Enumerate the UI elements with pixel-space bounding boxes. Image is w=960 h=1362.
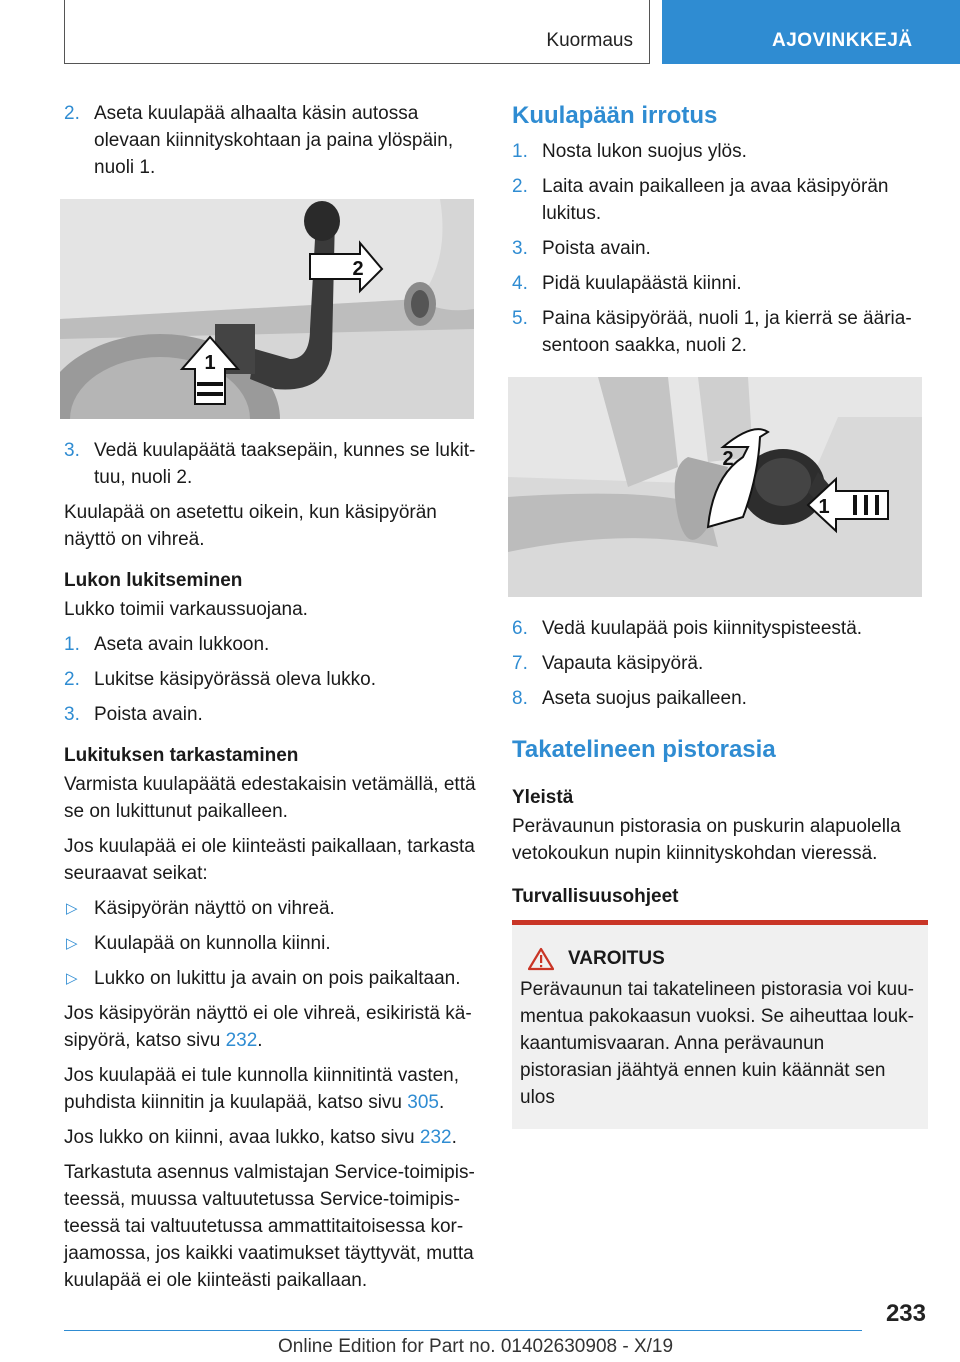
section-title: Kuormaus [546, 30, 633, 51]
paragraph-text: Jos käsipyörän näyttö ei ole vihreä, esikiristä käsipyörä, katso sivu [64, 1003, 472, 1051]
paragraph: Varmista kuulapäätä edestakaisin vetämällä, että se on lukittunut paikalleen. [64, 774, 476, 822]
step-text: Vedä kuulapäätä taaksepäin, kunnes se lukittuu, nuoli 2. [94, 440, 476, 488]
step-text: Aseta kuulapää alhaalta käsin autossa olevaan kiinnityskohtaan ja paina ylöspäin, nuoli 1. [94, 103, 454, 178]
arrow-1-label: 1 [204, 352, 216, 374]
step-number: 1. [512, 141, 528, 162]
step-number: 7. [512, 653, 528, 674]
paragraph-text: Jos lukko on kiinni, avaa lukko, katso sivu [64, 1127, 420, 1148]
chapter-tab [662, 0, 960, 64]
bullet-text: Lukko on lukittu ja avain on pois paikaltaan. [94, 968, 461, 989]
step-number: 1. [64, 634, 80, 655]
right-column [512, 100, 928, 1129]
paragraph-end: . [438, 1092, 445, 1113]
step-number: 2. [512, 176, 528, 197]
step-text: Aseta avain lukkoon. [94, 634, 270, 655]
warning-box [512, 920, 928, 1129]
section-heading: Takatelineen pistorasia [512, 736, 776, 763]
bullet-text: Kuulapää on kunnolla kiinni. [94, 933, 331, 954]
triangle-bullet-icon: ▷ [66, 970, 78, 987]
warning-title: VAROITUS [568, 948, 665, 969]
step-item [64, 437, 478, 491]
step-item [512, 235, 928, 262]
step-text: Nosta lukon suojus ylös. [542, 141, 747, 162]
step-item [512, 305, 928, 359]
warning-text: Perävaunun tai takatelineen pistorasia voi kuumentua pakokaasun vuoksi. Se aiheuttaa loukkaantumisvaaran. Anna perävaunun pistorasian jäähtyä ennen kuin käännät sen ulos [520, 979, 914, 1108]
triangle-bullet-icon: ▷ [66, 935, 78, 952]
step-number: 5. [512, 308, 528, 329]
arrow-2-label: 2 [722, 448, 734, 470]
step-item [512, 615, 928, 642]
tow-hook-removal-image [508, 377, 922, 597]
paragraph-text: Jos kuulapää ei tule kunnolla kiinnitintä vasten, puhdista kiinnitin ja kuulapää, katso sivu [64, 1065, 460, 1113]
warning-triangle-icon [528, 947, 554, 971]
bullet-item [64, 895, 478, 922]
warning-title-row [520, 945, 916, 972]
triangle-bullet-icon: ▷ [66, 900, 78, 917]
footer-divider [64, 1330, 862, 1331]
bullet-item [64, 930, 478, 957]
paragraph-end: . [257, 1030, 263, 1051]
paragraph: Jos kuulapää ei ole kiinteästi paikallaan, tarkasta seuraavat seikat: [64, 836, 475, 884]
step-text: Vedä kuulapää pois kiinnityspisteestä. [542, 618, 863, 639]
left-column [64, 100, 478, 1302]
header-section-box [64, 0, 650, 64]
step-number: 2. [64, 103, 80, 124]
step-number: 3. [64, 704, 80, 725]
page-number: 233 [885, 1300, 926, 1327]
paragraph [64, 1062, 478, 1116]
step-item [64, 701, 478, 728]
step-text: Pidä kuulapäästä kiinni. [542, 273, 742, 294]
step-item [64, 666, 478, 693]
step-text: Poista avain. [94, 704, 203, 725]
step-item [64, 100, 478, 181]
tow-hook-install-image [60, 199, 474, 419]
bullet-text: Käsipyörän näyttö on vihreä. [94, 898, 335, 919]
arrow-1-label: 1 [818, 496, 830, 518]
paragraph [64, 1124, 478, 1151]
step-text: Vapauta käsipyörä. [542, 653, 704, 674]
subheading-check: Lukituksen tarkastaminen [64, 745, 299, 766]
step-number: 6. [512, 618, 528, 639]
step-number: 8. [512, 688, 528, 709]
step-number: 3. [512, 238, 528, 259]
bullet-item [64, 965, 478, 992]
step-item [512, 270, 928, 297]
step-text: Lukitse käsipyörässä oleva lukko. [94, 669, 376, 690]
paragraph-end: . [451, 1127, 457, 1148]
subheading-lock: Lukon lukitseminen [64, 570, 243, 591]
step-text: Laita avain paikalleen ja avaa käsipyörän lukitus. [542, 176, 889, 224]
section-heading: Kuulapään irrotus [512, 102, 718, 129]
subheading-safety: Turvallisuusohjeet [512, 886, 679, 907]
footer-edition: Online Edition for Part no. 01402630908 - X/19 [278, 1336, 674, 1357]
page-link[interactable]: 232 [419, 1127, 452, 1148]
subheading-general: Yleistä [512, 787, 574, 808]
arrow-2-label: 2 [352, 258, 364, 280]
paragraph: Kuulapää on asetettu oikein, kun käsipyörän näyttö on vihreä. [64, 502, 437, 550]
step-item [512, 685, 928, 712]
paragraph: Lukko toimii varkaussuojana. [64, 599, 308, 620]
paragraph: Perävaunun pistorasia on puskurin alapuolella vetokoukun nupin kiinnityskohdan vieressä. [512, 816, 901, 864]
paragraph [64, 1000, 478, 1054]
step-item [512, 650, 928, 677]
step-item [512, 138, 928, 165]
step-number: 2. [64, 669, 80, 690]
step-text: Poista avain. [542, 238, 651, 259]
step-text: Aseta suojus paikalleen. [542, 688, 747, 709]
step-number: 3. [64, 440, 80, 461]
step-item [64, 631, 478, 658]
chapter-title: AJOVINKKEJÄ [772, 30, 913, 51]
page-link[interactable]: 232 [225, 1030, 258, 1051]
step-text: Paina käsipyörää, nuoli 1, ja kierrä se ääriasentoon saakka, nuoli 2. [542, 308, 912, 356]
step-item [512, 173, 928, 227]
paragraph: Tarkastuta asennus valmistajan Service-toimipisteessä, muussa valtuutetussa Service-toimipisteessä tai valtuutetussa ammattitaitoisessa korjaamossa, jos kaikki vaatimukset täyttyvät, mutta kuulapää ei ole kiinteästi paikallaan. [64, 1162, 475, 1291]
page-link[interactable]: 305 [407, 1092, 439, 1113]
step-number: 4. [512, 273, 528, 294]
